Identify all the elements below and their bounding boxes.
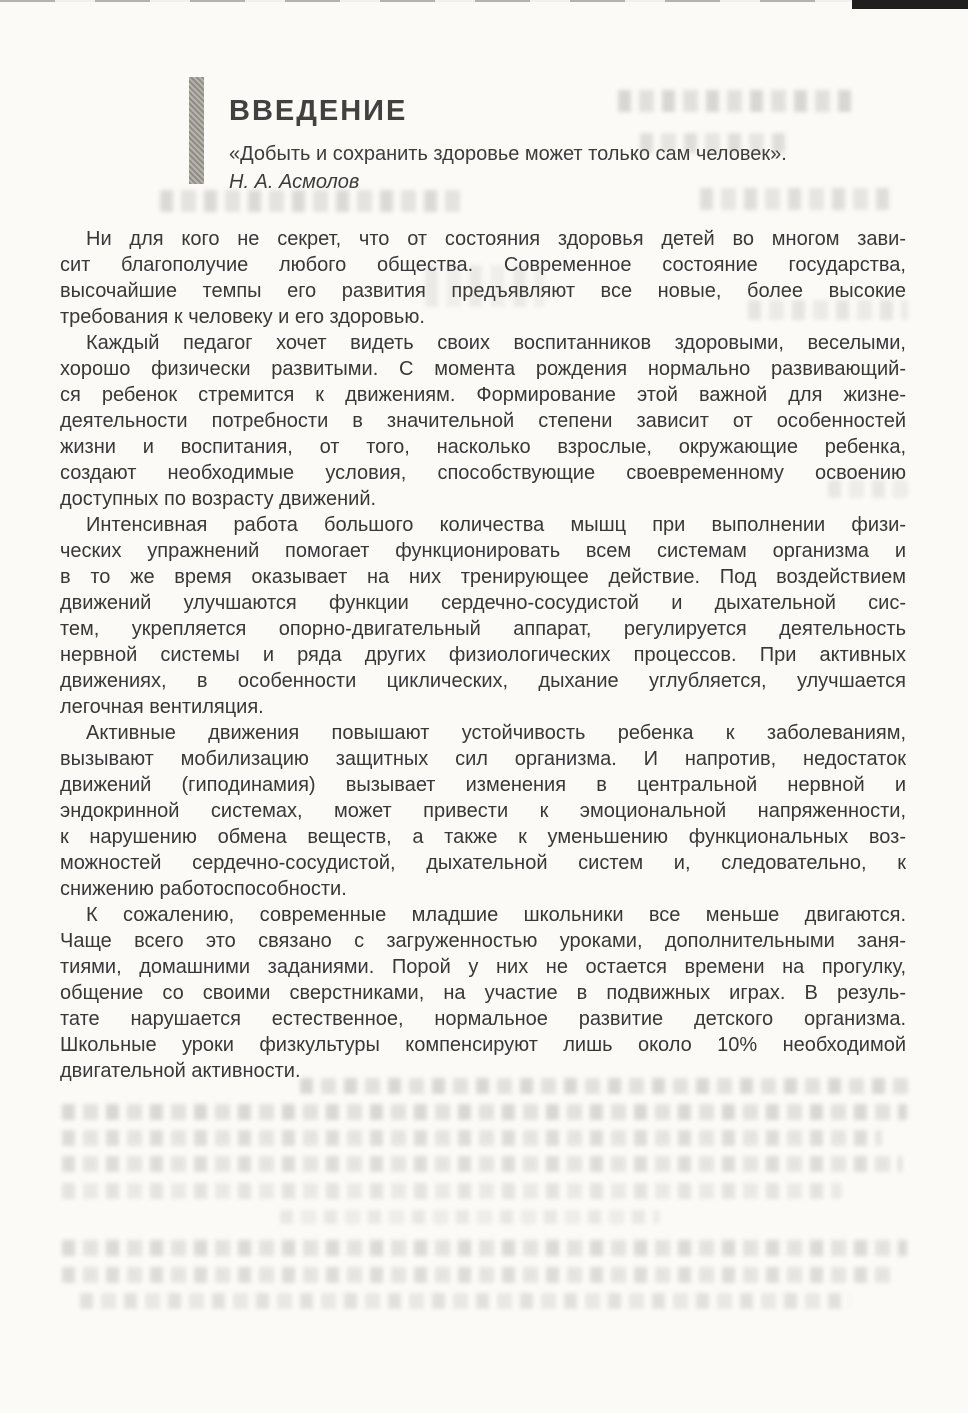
- text-line: движениях, в особенности циклических, дыхание углубляется, улучшается: [60, 670, 906, 692]
- page-title: ВВЕДЕНИЕ: [229, 95, 408, 128]
- ghost-text-line: [640, 133, 790, 153]
- text-line: тем, укрепляется опорно-двигательный аппарат, регулируется деятельность: [60, 618, 906, 640]
- text-line: Каждый педагог хочет видеть своих воспитанников здоровыми, веселыми,: [86, 332, 906, 354]
- ghost-text-line: [425, 265, 545, 307]
- ghost-text-line: [62, 1104, 907, 1120]
- heading-accent-bar: [189, 77, 204, 184]
- text-line: тиями, домашними заданиями. Порой у них не остается времени на прогулку,: [60, 956, 906, 978]
- ghost-text-line: [62, 1240, 907, 1256]
- ghost-text-line: [62, 1183, 842, 1199]
- text-line: движений (гиподинамия) вызывает изменения в центральной нервной и: [60, 774, 906, 796]
- text-line: вызывают мобилизацию защитных сил организма. И напротив, недостаток: [60, 748, 906, 770]
- text-line: в то же время оказывает на них тренирующее действие. Под воздействием: [60, 566, 906, 588]
- text-line: двигательной активности.: [60, 1060, 301, 1082]
- text-line: К сожалению, современные младшие школьники все меньше двигаются.: [86, 904, 906, 926]
- text-line: сит благополучие любого общества. Современное состояние государства,: [60, 254, 906, 276]
- text-line: Интенсивная работа большого количества мышц при выполнении физи-: [86, 514, 906, 536]
- text-line: Школьные уроки физкультуры компенсируют лишь около 10% необходимой: [60, 1034, 906, 1056]
- text-line: снижению работоспособности.: [60, 878, 347, 900]
- text-line: Чаще всего это связано с загруженностью уроками, дополнительными заня-: [60, 930, 906, 952]
- text-line: ческих упражнений помогает функционировать всем системам организма и: [60, 540, 906, 562]
- text-line: к нарушению обмена веществ, а также к уменьшению функциональных воз-: [60, 826, 906, 848]
- ghost-text-line: [160, 190, 460, 212]
- text-line: эндокринной системах, может привести к эмоциональной напряженности,: [60, 800, 906, 822]
- text-line: доступных по возрасту движений.: [60, 488, 377, 510]
- text-line: нервной системы и ряда других физиологических процессов. При активных: [60, 644, 906, 666]
- text-line: ся ребенок стремится к движениям. Формирование этой важной для жизне-: [60, 384, 906, 406]
- body-text: [60, 226, 906, 1084]
- text-line: Ни для кого не секрет, что от состояния здоровья детей во многом зави-: [86, 228, 906, 250]
- epigraph-author: Н. А. Асмолов: [229, 171, 360, 193]
- text-line: общение со своими сверстниками, на участие в подвижных играх. В резуль-: [60, 982, 906, 1004]
- ghost-text-line: [618, 90, 853, 112]
- ghost-text-line: [80, 1293, 850, 1309]
- text-line: высочайшие темпы его развития предъявляют все новые, более высокие: [60, 280, 906, 302]
- text-line: хорошо физически развитыми. С момента рождения нормально развивающий-: [60, 358, 906, 380]
- ghost-text-line: [62, 1267, 897, 1283]
- text-line: тате нарушается естественное, нормальное развитие детского организма.: [60, 1008, 906, 1030]
- text-line: жизни и воспитания, от того, насколько взрослые, окружающие ребенка,: [60, 436, 906, 458]
- text-line: можностей сердечно-сосудистой, дыхательной систем и, следовательно, к: [60, 852, 906, 874]
- paragraph: [60, 512, 906, 720]
- ghost-text-line: [300, 1078, 908, 1094]
- ghost-text-line: [280, 1210, 660, 1224]
- text-line: легочная вентиляция.: [60, 696, 264, 718]
- text-line: требования к человеку и его здоровью.: [60, 306, 425, 328]
- text-line: создают необходимые условия, способствующие своевременному освоению: [60, 462, 906, 484]
- ghost-text-line: [62, 1156, 902, 1172]
- epigraph-text: «Добыть и сохранить здоровье может только сам человек».: [229, 143, 787, 165]
- scan-corner-artifact: [852, 0, 968, 9]
- paragraph: [60, 330, 906, 512]
- scan-edge-artifact: [0, 0, 968, 2]
- text-line: Активные движения повышают устойчивость ребенка к заболеваниям,: [86, 722, 906, 744]
- text-line: движений улучшаются функции сердечно-сосудистой и дыхательной сис-: [60, 592, 906, 614]
- ghost-text-line: [748, 300, 908, 320]
- ghost-text-line: [700, 188, 890, 210]
- paragraph: [60, 902, 906, 1084]
- paragraph: [60, 720, 906, 902]
- ghost-text-line: [828, 480, 908, 498]
- ghost-text-line: [62, 1130, 882, 1146]
- text-line: деятельности потребности в значительной степени зависит от особенностей: [60, 410, 906, 432]
